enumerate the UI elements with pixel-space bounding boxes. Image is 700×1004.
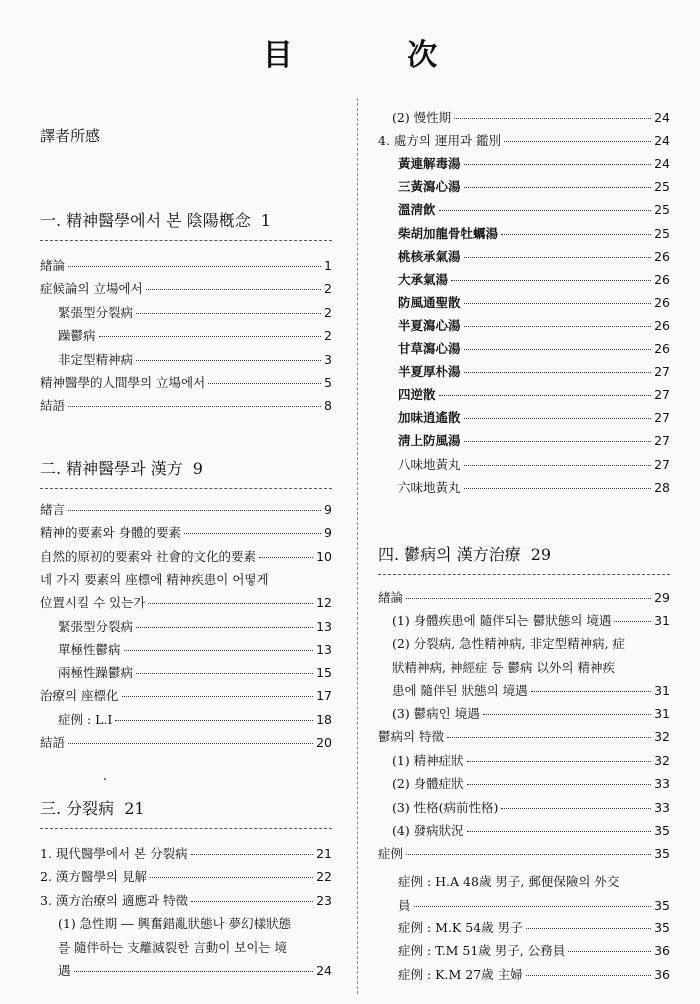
print-speck [104, 778, 106, 780]
toc-page-number: 35 [654, 823, 670, 838]
leader-dots [191, 901, 313, 902]
toc-entry [40, 735, 332, 751]
toc-entry [378, 943, 670, 959]
toc-entry-text: 3. 漢方治療의 適應과 特徵 [40, 892, 188, 908]
toc-page-number: 35 [654, 846, 670, 862]
leader-dots [526, 928, 651, 929]
toc-entry-wrapped [40, 940, 332, 956]
leader-dots [467, 784, 651, 785]
toc-entry [378, 706, 670, 722]
toc-entry-text: 緊張型分裂病 [58, 618, 134, 634]
leader-dots [74, 971, 314, 972]
toc-entry-text: (1) 精神症狀 [392, 752, 464, 768]
section-rule [40, 488, 332, 489]
toc-page-number: 36 [654, 966, 670, 982]
leader-dots [504, 141, 651, 142]
toc-entry-text: 結語 [40, 735, 66, 750]
toc-entry-text: 症例 [378, 846, 404, 862]
toc-entry-text: 4. 處方의 運用과 鑑別 [378, 133, 501, 149]
leader-dots [531, 691, 651, 692]
toc-entry [40, 893, 332, 909]
toc-entry-text: 精神的要素와 身體的要素 [40, 525, 182, 541]
leader-dots [464, 349, 652, 350]
toc-entry [40, 869, 332, 885]
toc-entry-text: 鬱病의 特徵 [378, 729, 445, 745]
toc-entry [378, 295, 670, 311]
leader-dots [68, 266, 321, 267]
leader-dots [136, 673, 313, 674]
toc-entry-text: 四逆散 [398, 387, 436, 403]
leader-dots [467, 761, 651, 762]
toc-entry [40, 665, 332, 681]
leader-dots [614, 621, 651, 622]
toc-page-number: 26 [654, 317, 670, 333]
toc-page-number: 23 [316, 892, 332, 908]
toc-page-number: 26 [654, 294, 670, 310]
leader-dots [68, 743, 313, 744]
toc-entry-text: 治療의 座標化 [40, 688, 119, 704]
toc-page-number: 21 [316, 846, 332, 861]
toc-page-number: 32 [654, 729, 670, 745]
leader-dots [464, 488, 652, 489]
toc-page-number: 22 [316, 869, 332, 885]
toc-entry-wrapped [378, 874, 670, 890]
leader-dots [464, 303, 652, 304]
toc-page-number: 26 [654, 341, 670, 356]
toc-entry [378, 410, 670, 426]
toc-page-number: 32 [654, 752, 670, 768]
toc-page-number: 15 [316, 665, 332, 681]
toc-page-number: 27 [654, 410, 670, 426]
toc-entry [40, 281, 332, 297]
toc-entry-text: (4) 發病狀況 [392, 823, 464, 838]
toc-entry [378, 433, 670, 449]
toc-entry [40, 398, 332, 414]
toc-entry-text: 精神醫學的人間學의 立場에서 [40, 375, 206, 390]
toc-page-number: 31 [654, 613, 670, 629]
toc-entry [378, 387, 670, 403]
toc-entry-text: 溫淸飮 [398, 202, 436, 218]
toc-entry [378, 179, 670, 195]
toc-entry [378, 272, 670, 288]
toc-entry [378, 156, 670, 172]
leader-dots [464, 326, 652, 327]
toc-page-number: 3 [324, 351, 332, 367]
section-page-number: 1 [260, 211, 271, 230]
toc-page-number: 36 [654, 943, 670, 959]
toc-page-number: 17 [316, 688, 332, 704]
toc-entry [40, 549, 332, 565]
toc-page-number: 2 [324, 281, 332, 297]
leader-dots [406, 598, 651, 599]
toc-entry-text: 를 隨伴하는 支離滅裂한 言動이 보이는 境 [58, 939, 287, 955]
leader-dots [483, 714, 651, 715]
toc-entry-text: (3) 鬱病인 境遇 [392, 706, 480, 721]
toc-entry [378, 318, 670, 334]
toc-entry [378, 110, 670, 126]
leader-dots [146, 289, 321, 290]
toc-entry-text: (1) 急性期 ― 興奮錯亂狀態나 夢幻樣狀態 [58, 916, 292, 931]
section-rule [40, 828, 332, 829]
leader-dots [414, 906, 652, 907]
toc-page-number: 33 [654, 776, 670, 792]
toc-entry-wrapped [378, 660, 670, 676]
toc-page-number: 26 [654, 248, 670, 264]
section-title: 四. 鬱病의 漢方治療 [378, 545, 521, 564]
toc-entry-text: 半夏厚朴湯 [398, 364, 461, 380]
toc-entry [378, 133, 670, 149]
toc-entry [40, 352, 332, 368]
toc-entry-text: 狀精神病, 神經症 등 鬱病 以外의 精神疾 [392, 659, 615, 675]
leader-dots [124, 650, 314, 651]
toc-entry-text: 症例 : K.M 27歲 主婦 [398, 966, 523, 982]
toc-entry [40, 305, 332, 321]
toc-page-number: 31 [654, 683, 670, 698]
toc-entry-text: 1. 現代醫學에서 본 分裂病 [40, 846, 188, 861]
section-page-number: 21 [124, 799, 145, 818]
toc-page-number: 1 [324, 258, 332, 273]
toc-entry-text: 緖言 [40, 502, 66, 517]
toc-entry-wrapped [378, 683, 670, 699]
toc-entry [378, 920, 670, 936]
leader-dots [68, 406, 321, 407]
section-heading [40, 796, 332, 819]
toc-page-number: 35 [654, 920, 670, 935]
leader-dots [464, 187, 652, 188]
toc-entry [378, 249, 670, 265]
toc-entry-text: (2) 慢性期 [392, 110, 452, 125]
toc-page-number: 26 [654, 271, 670, 287]
toc-page-number: 8 [324, 398, 332, 414]
toc-entry [378, 846, 670, 862]
toc-entry-text: 結語 [40, 398, 66, 414]
toc-entry-text: 患에 隨伴된 狀態의 境遇 [392, 683, 528, 698]
section-title: 三. 分裂病 [40, 799, 115, 818]
toc-entry-text: 兩極性躁鬱病 [58, 665, 134, 681]
leader-dots [99, 336, 322, 337]
toc-page-number: 10 [316, 548, 332, 564]
toc-entry-text: 八味地黃丸 [398, 456, 461, 472]
toc-entry-text: 三黃瀉心湯 [398, 179, 461, 195]
toc-entry [378, 613, 670, 629]
leader-dots [501, 808, 651, 809]
toc-entry-text: 防風通聖散 [398, 294, 461, 310]
toc-entry [40, 572, 332, 588]
toc-page-number: 25 [654, 225, 670, 241]
leader-dots [150, 877, 313, 878]
leader-dots [184, 533, 321, 534]
toc-entry-text: 甘草瀉心湯 [398, 341, 461, 356]
toc-entry-text: 位置시킬 수 있는가 [40, 595, 146, 611]
toc-page-number: 28 [654, 479, 670, 495]
toc-entry [40, 846, 332, 862]
toc-entry [40, 642, 332, 658]
toc-entry [40, 619, 332, 635]
toc-entry [378, 776, 670, 792]
toc-entry-text: 症例 : M.K 54歲 男子 [398, 920, 523, 935]
leader-dots [464, 441, 652, 442]
toc-entry-text: 半夏瀉心湯 [398, 317, 461, 333]
leader-dots [467, 831, 651, 832]
toc-entry-text: 症例 : L.I [58, 711, 113, 727]
toc-entry [378, 823, 670, 839]
toc-entry [378, 457, 670, 473]
toc-entry-text: 自然的原初的要素와 社會的文化的要素 [40, 548, 257, 564]
toc-entry [378, 480, 670, 496]
toc-entry-text: (2) 身體症狀 [392, 776, 464, 792]
toc-page-number: 31 [654, 706, 670, 721]
toc-entry [40, 375, 332, 391]
toc-page-number: 13 [316, 618, 332, 634]
leader-dots [148, 603, 313, 604]
section-rule [40, 240, 332, 241]
toc-page-number: 24 [654, 110, 670, 125]
section-page-number: 29 [530, 545, 552, 564]
toc-page-number: 24 [654, 133, 670, 149]
toc-entry [378, 226, 670, 242]
section-heading [378, 542, 670, 565]
toc-page-number: 27 [654, 364, 670, 380]
leader-dots [191, 854, 314, 855]
toc-page-number: 2 [324, 328, 332, 344]
toc-page-number: 20 [316, 735, 332, 750]
leader-dots [68, 510, 321, 511]
toc-entry-text: 單極性鬱病 [58, 641, 121, 657]
toc-entry [378, 753, 670, 769]
toc-page-number: 27 [654, 456, 670, 472]
toc-entry-text: 柴胡加龍骨牡蠣湯 [398, 225, 499, 241]
toc-entry-wrapped [40, 963, 332, 979]
leader-dots [454, 118, 651, 119]
section-rule [378, 574, 670, 575]
toc-entry-wrapped [378, 636, 670, 652]
section-title: 一. 精神醫學에서 본 陰陽槪念 [40, 211, 251, 230]
leader-dots [526, 975, 651, 976]
toc-page-number: 9 [324, 525, 332, 541]
toc-entry [378, 590, 670, 606]
toc-entry-text: 桃核承氣湯 [398, 248, 461, 264]
toc-page-number: 2 [324, 304, 332, 320]
leader-dots [259, 557, 313, 558]
toc-page-number: 5 [324, 375, 332, 390]
toc-page-number: 13 [316, 641, 332, 657]
toc-entry-text: 大承氣湯 [398, 271, 449, 287]
leader-dots [136, 627, 313, 628]
column-divider [357, 98, 358, 994]
toc-entry [378, 202, 670, 218]
toc-page-number: 25 [654, 202, 670, 218]
toc-entry [40, 712, 332, 728]
toc-entry-text: 淸上防風湯 [398, 433, 461, 449]
toc-entry-text: 네 가지 要素의 座標에 精神疾患이 어떻게 [40, 571, 269, 587]
toc-entry [40, 502, 332, 518]
toc-entry-text: (2) 分裂病, 急性精神病, 非定型精神病, 症 [392, 636, 626, 651]
leader-dots [406, 854, 651, 855]
leader-dots [115, 720, 313, 721]
toc-page-number: 24 [654, 156, 670, 172]
toc-entry-text: (1) 身體疾患에 隨伴되는 鬱狀態의 境遇 [392, 613, 612, 629]
leader-dots [439, 210, 652, 211]
toc-entry [378, 341, 670, 357]
toc-entry-wrapped [378, 898, 670, 914]
page-title: 目 次 [262, 38, 490, 73]
toc-entry-wrapped [40, 916, 332, 932]
toc-entry [40, 525, 332, 541]
toc-page-number: 33 [654, 799, 670, 815]
leader-dots [501, 234, 651, 235]
toc-entry-text: 緖論 [40, 258, 66, 273]
leader-dots [439, 395, 652, 396]
toc-entry-text: 躁鬱病 [58, 328, 96, 344]
toc-entry [40, 688, 332, 704]
toc-entry-text: 症例 : T.M 51歲 男子, 公務員 [398, 943, 566, 959]
toc-page-number: 12 [316, 595, 332, 611]
toc-entry-text: 六味地黃丸 [398, 479, 461, 495]
toc-entry [378, 967, 670, 983]
leader-dots [447, 737, 651, 738]
toc-page-number: 27 [654, 433, 670, 449]
leader-dots [136, 360, 321, 361]
preface-heading: 譯者所感 [40, 127, 101, 145]
section-title: 二. 精神醫學과 漢方 [40, 459, 183, 478]
toc-entry-text: 緊張型分裂病 [58, 304, 134, 320]
leader-dots [464, 257, 652, 258]
section-heading [40, 208, 332, 231]
toc-entry [378, 729, 670, 745]
toc-entry [40, 258, 332, 274]
toc-page-number: 29 [654, 590, 670, 605]
leader-dots [464, 418, 652, 419]
leader-dots [568, 951, 651, 952]
toc-entry [378, 364, 670, 380]
toc-entry [378, 800, 670, 816]
toc-page-number: 24 [316, 963, 332, 978]
leader-dots [464, 465, 652, 466]
section-heading [40, 456, 332, 479]
toc-entry-text: (3) 性格(病前性格) [392, 799, 499, 815]
toc-entry-text: 非定型精神病 [58, 351, 134, 367]
toc-entry [40, 595, 332, 611]
toc-entry-text: 2. 漢方醫學의 見解 [40, 869, 147, 885]
leader-dots [451, 280, 651, 281]
leader-dots [122, 696, 314, 697]
leader-dots [464, 372, 652, 373]
toc-page-number: 27 [654, 387, 670, 403]
toc-entry-text: 緖論 [378, 590, 404, 605]
toc-page-number: 9 [324, 502, 332, 517]
toc-entry-text: 症例 : H.A 48歲 男子, 郵便保險의 外交 [398, 874, 620, 889]
toc-page-number: 25 [654, 179, 670, 195]
toc-page-number: 35 [654, 897, 670, 913]
toc-page-number: 18 [316, 711, 332, 727]
toc-entry-text: 遇 [58, 963, 71, 978]
toc-entry-text: 加味逍遙散 [398, 410, 461, 426]
leader-dots [208, 383, 321, 384]
toc-entry [40, 328, 332, 344]
toc-entry-text: 黃連解毒湯 [398, 156, 461, 172]
leader-dots [464, 164, 652, 165]
section-page-number: 9 [192, 459, 203, 478]
toc-entry-text: 症候論의 立場에서 [40, 281, 143, 297]
toc-entry-text: 員 [398, 897, 411, 913]
leader-dots [136, 313, 321, 314]
